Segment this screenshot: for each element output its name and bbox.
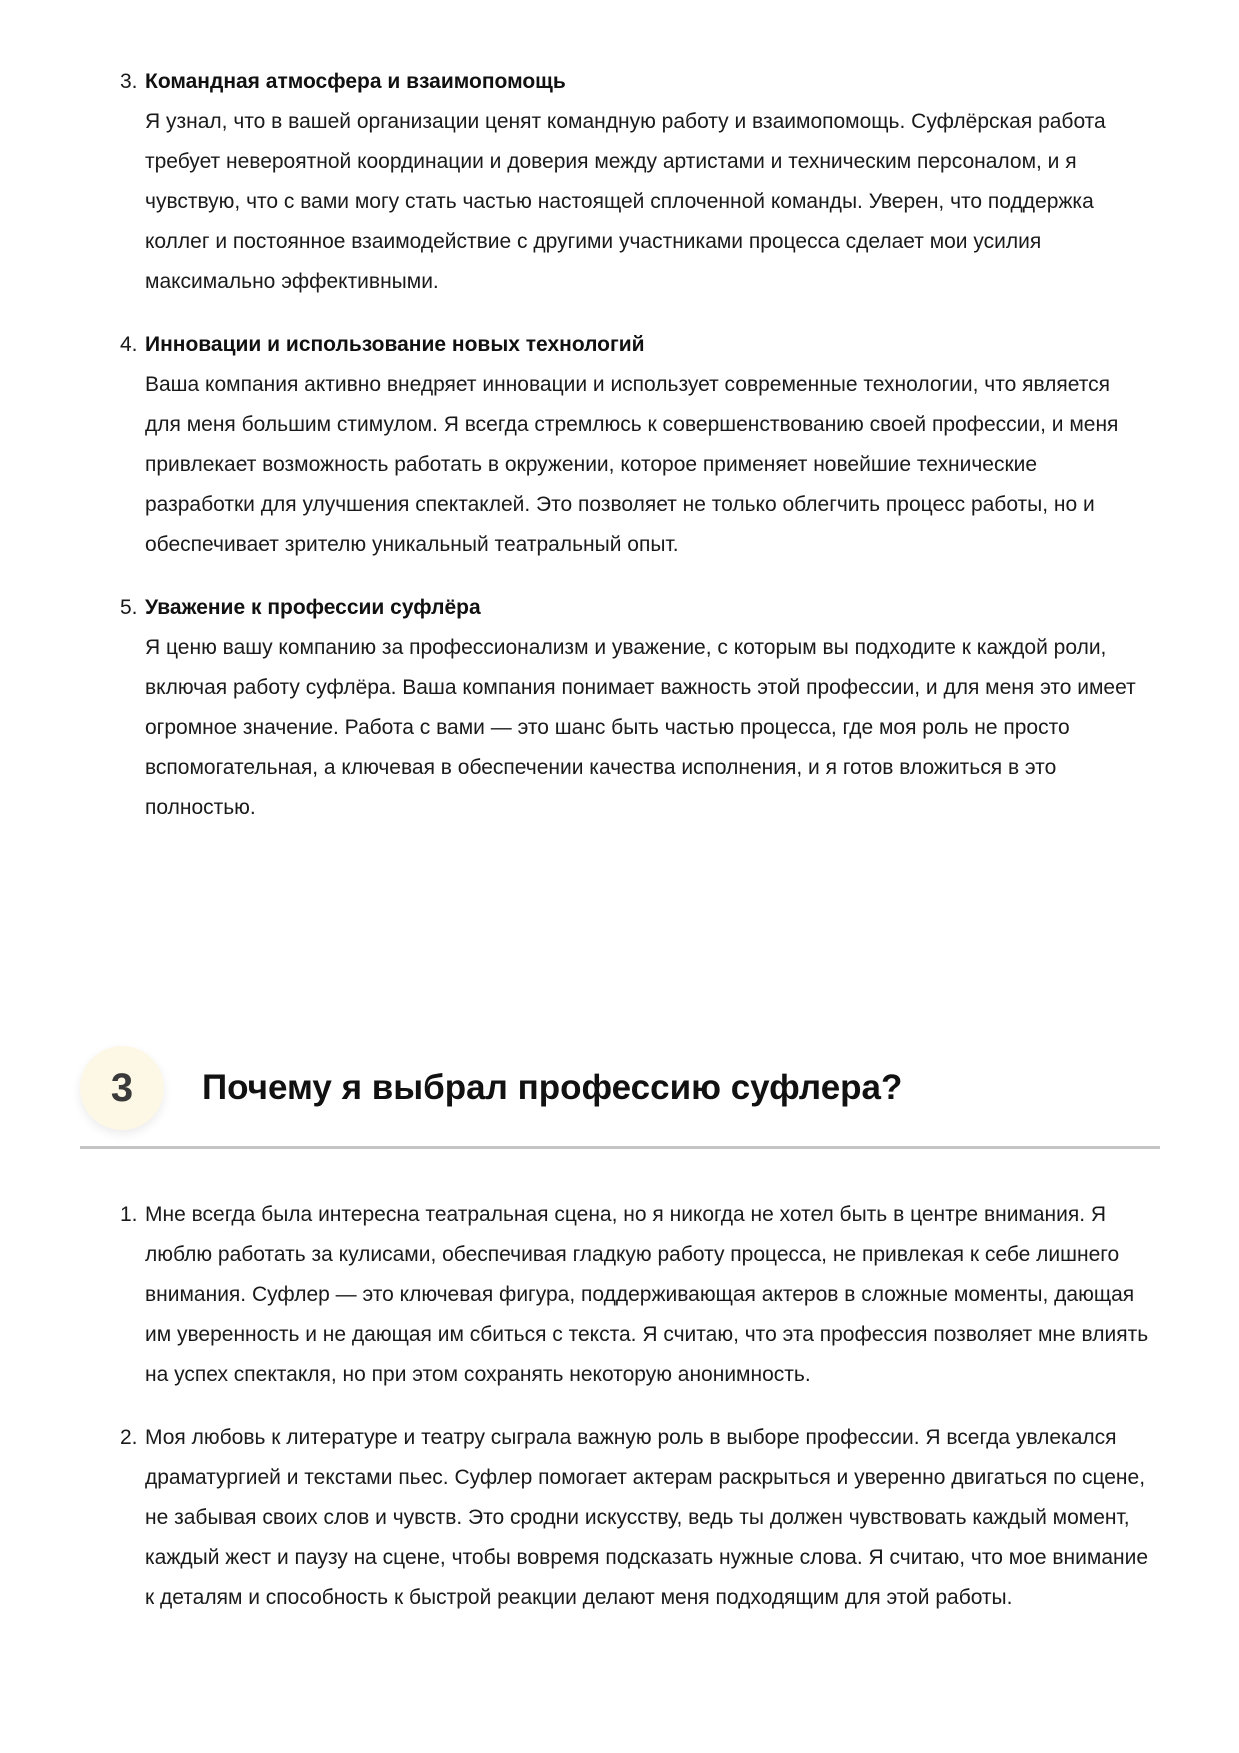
item-title: Командная атмосфера и взаимопомощь bbox=[145, 70, 566, 93]
item-number: 4. bbox=[120, 333, 138, 356]
item-number: 3. bbox=[120, 70, 138, 93]
item-body: Моя любовь к литературе и театру сыграла важную роль в выборе профессии. Я всегда увлекался драматургией и текстами пьес. Суфлер помогает актерам раскрыться и уверенно двигаться по сцене, не забывая своих слов и чувств. Это сродни искусству, ведь ты должен чувствовать каждый момент, каждый жест и паузу на сцене, чтобы вовремя подсказать нужные слова. Я считаю, что мое внимание к деталям и способность к быстрой реакции делают меня подходящим для этой работы. bbox=[145, 1426, 1149, 1609]
item-body: Ваша компания активно внедряет инновации и использует современные технологии, что является для меня большим стимулом. Я всегда стремлюсь к совершенствованию своей профессии, и меня привлекает возможность работать в окружении, которое применяет новейшие технические разработки для улучшения спектаклей. Это позволяет не только облегчить процесс работы, но и обеспечивает зрителю уникальный театральный опыт. bbox=[145, 373, 1119, 556]
profession-reasons-list bbox=[120, 1195, 1150, 1641]
item-title: Инновации и использование новых технологий bbox=[145, 333, 645, 356]
section-heading: Почему я выбрал профессию суфлера? bbox=[202, 1068, 903, 1107]
reasons-list bbox=[120, 62, 1150, 851]
section-divider bbox=[80, 1146, 1160, 1149]
item-body: Я ценю вашу компанию за профессионализм и уважение, с которым вы подходите к каждой роли, включая работу суфлёра. Ваша компания понимает важность этой профессии, и для меня это имеет огромное значение. Работа с вами — это шанс быть частью процесса, где моя роль не просто вспомогательная, а ключевая в обеспечении качества исполнения, и я готов вложиться в это полностью. bbox=[145, 636, 1136, 819]
item-number: 2. bbox=[120, 1426, 138, 1449]
item-title: Уважение к профессии суфлёра bbox=[145, 596, 481, 619]
list-item bbox=[120, 62, 1150, 302]
list-item bbox=[120, 1195, 1150, 1395]
list-item bbox=[120, 588, 1150, 828]
list-item bbox=[120, 1418, 1150, 1618]
item-number: 1. bbox=[120, 1203, 138, 1226]
list-item bbox=[120, 325, 1150, 565]
item-body: Я узнал, что в вашей организации ценят командную работу и взаимопомощь. Суфлёрская работа требует невероятной координации и доверия между артистами и техническим персоналом, и я чувствую, что с вами могу стать частью настоящей сплоченной команды. Уверен, что поддержка коллег и постоянное взаимодействие с другими участниками процесса сделает мои усилия максимально эффективными. bbox=[145, 110, 1106, 293]
item-body: Мне всегда была интересна театральная сцена, но я никогда не хотел быть в центре внимания. Я люблю работать за кулисами, обеспечивая гладкую работу процесса, не привлекая к себе лишнего внимания. Суфлер — это ключевая фигура, поддерживающая актеров в сложные моменты, дающая им уверенность и не дающая им сбиться с текста. Я считаю, что эта профессия позволяет мне влиять на успех спектакля, но при этом сохранять некоторую анонимность. bbox=[145, 1203, 1149, 1386]
item-number: 5. bbox=[120, 596, 138, 619]
section-number-badge: 3 bbox=[80, 1046, 164, 1130]
